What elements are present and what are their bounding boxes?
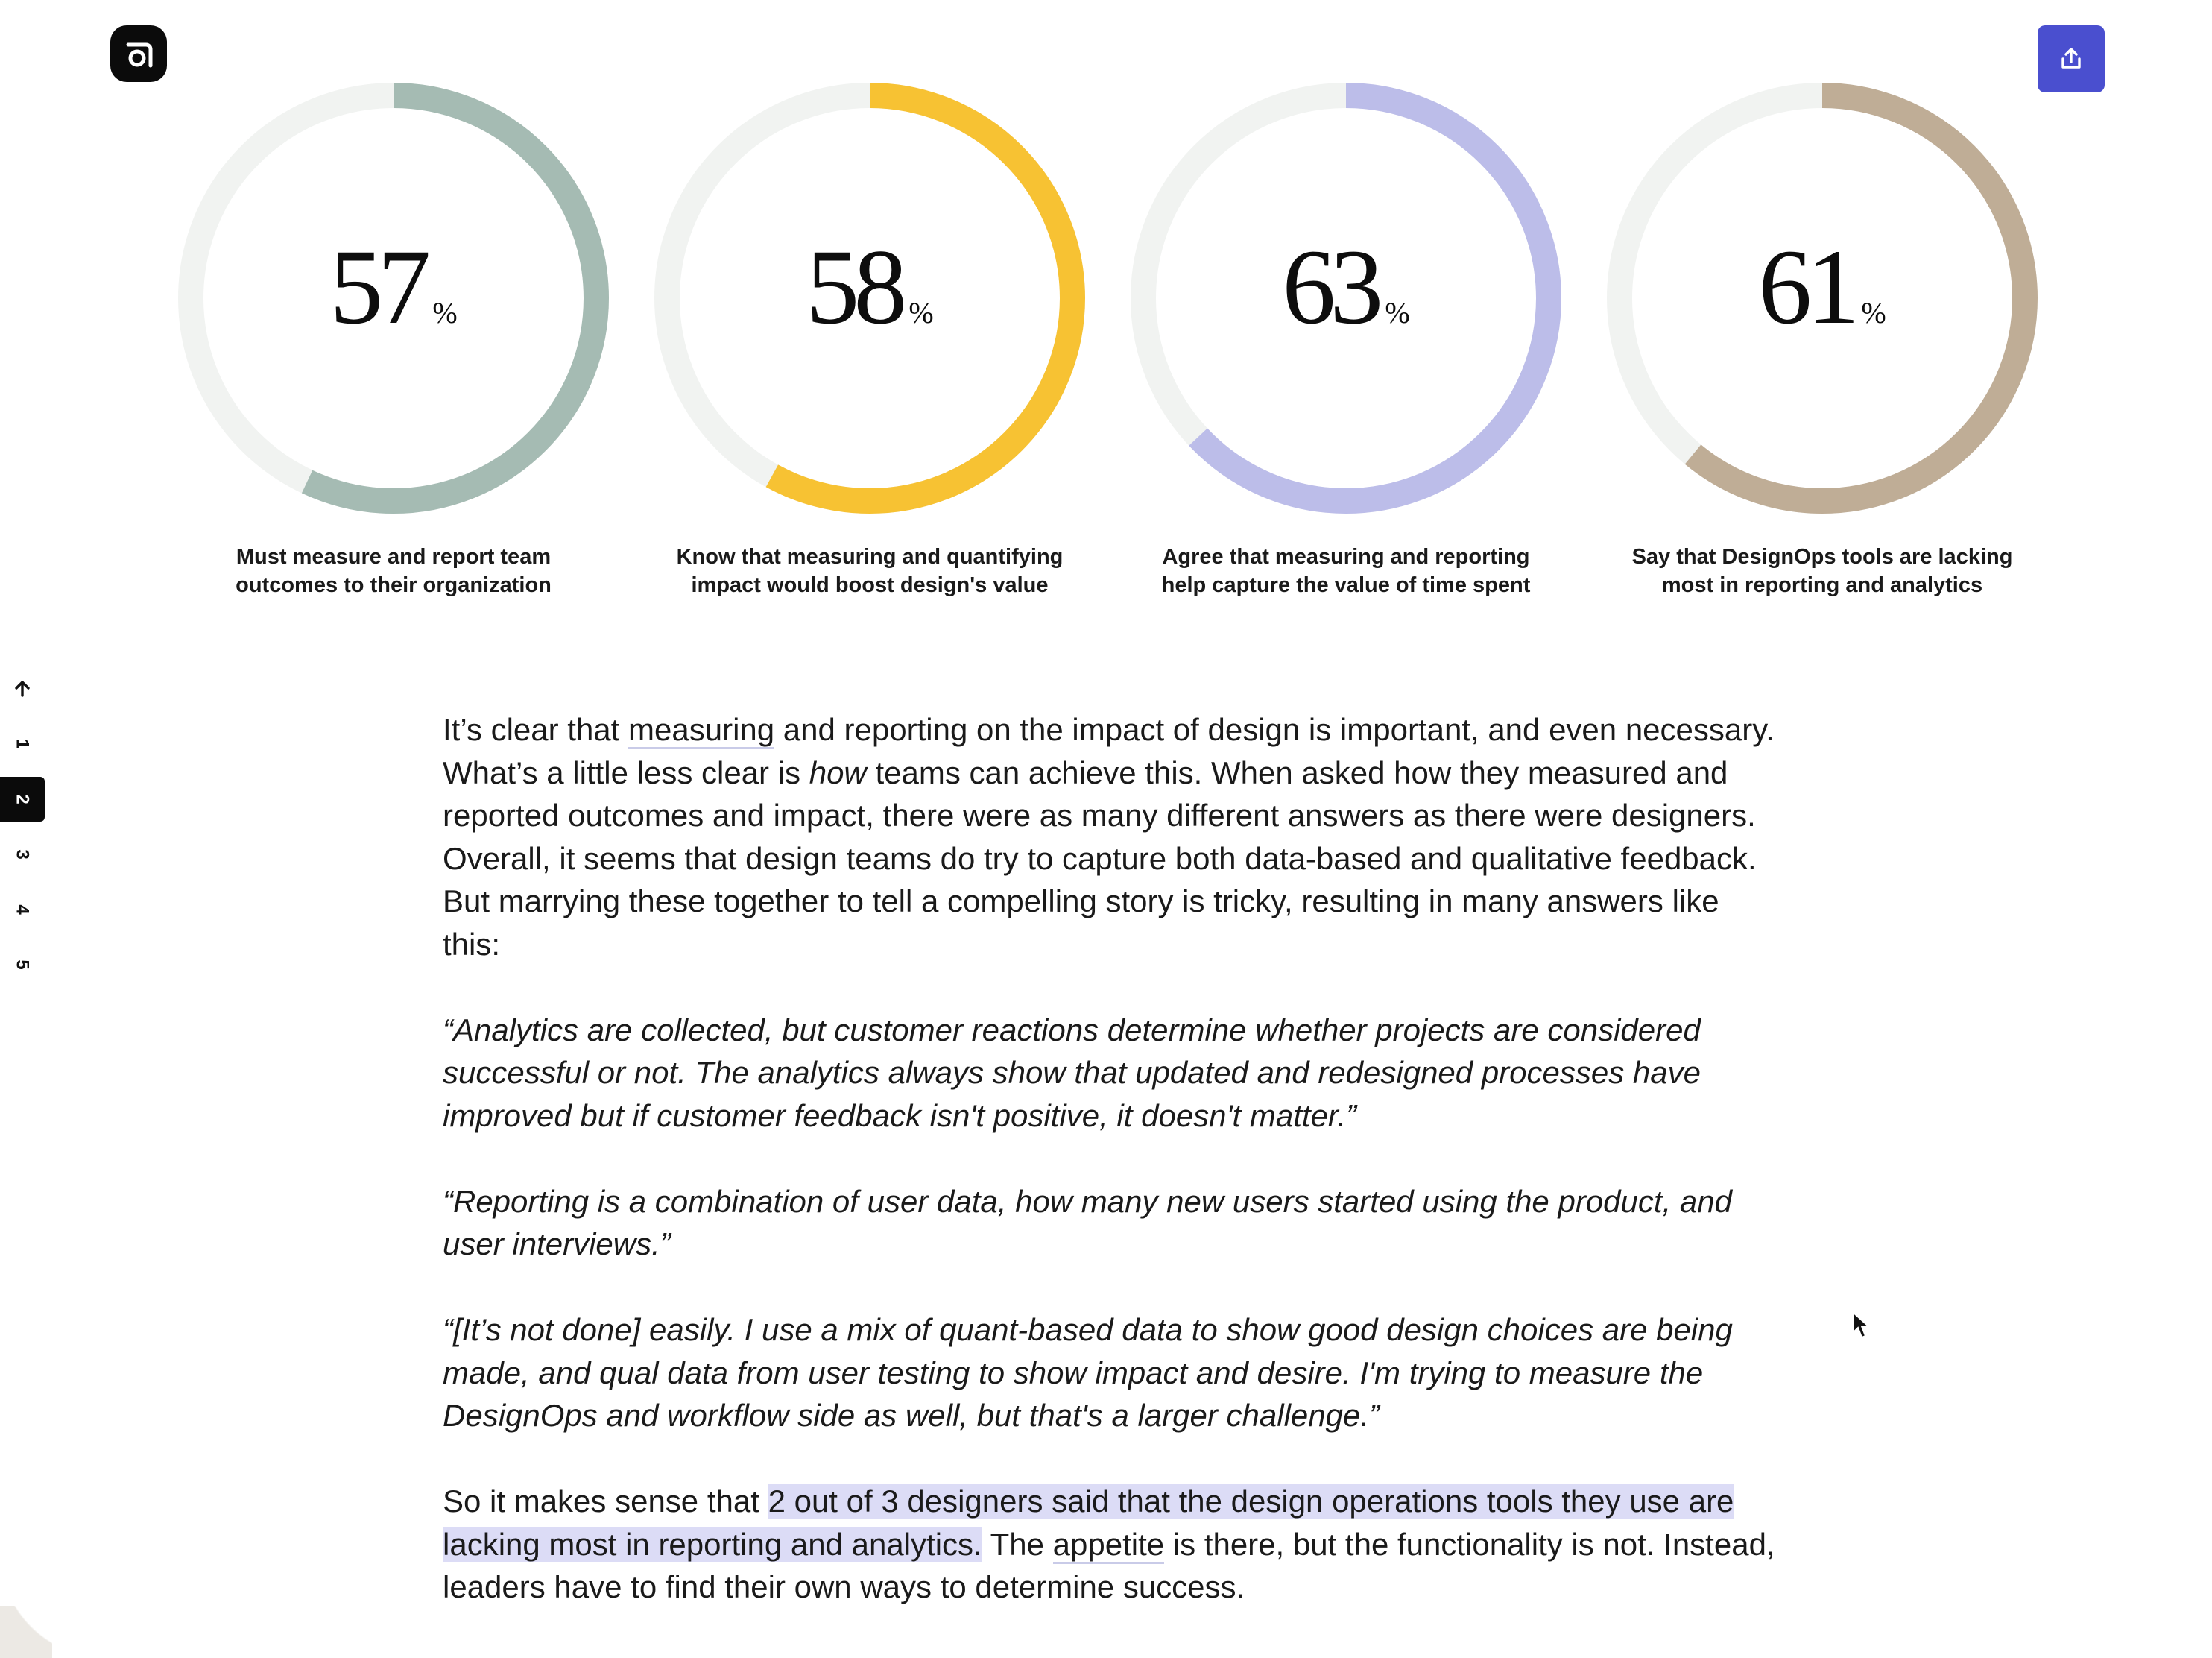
stat-value: 61 <box>1758 228 1854 347</box>
stat-unit: % <box>432 296 458 330</box>
share-upload-icon <box>2058 46 2084 72</box>
nav-item-section-5[interactable] <box>0 942 45 987</box>
highlighted-stat-text[interactable]: 2 out of 3 designers said that the design operations tools they use are lacking most in reporting and analytics. <box>443 1484 1734 1562</box>
stat-card <box>1599 75 2046 597</box>
nav-item-section-2[interactable] <box>0 777 45 822</box>
stat-caption: Must measure and report team outcomes to their organization <box>236 545 552 597</box>
nav-item-section-3[interactable] <box>0 832 45 877</box>
stat-caption: Agree that measuring and reporting help capture the value of time spent <box>1161 545 1531 597</box>
nav-item-label: 3 <box>12 849 33 860</box>
nav-item-section-4[interactable] <box>0 887 45 932</box>
nav-item-label: 1 <box>12 739 33 749</box>
paragraph: It’s clear that measuring and reporting on the impact of design is important, and even necessary. What’s a little less clear is how teams can achieve this. When asked how they measured and reported outcomes and impact, there were as many different answers as there were designers. Overall, it seems that design teams do try to capture both data-based and qualitative feedback. But marrying these together to tell a compelling story is tricky, resulting in many answers like this: <box>443 712 1775 962</box>
stat-card <box>646 75 1093 597</box>
stat-unit: % <box>908 296 934 330</box>
scroll-top-button[interactable] <box>0 666 45 711</box>
quote-2: “Reporting is a combination of user data, how many new users started using the product, and user interviews.” <box>443 1183 1732 1261</box>
stat-unit: % <box>1861 296 1886 330</box>
quote-3: “[It’s not done] easily. I use a mix of quant-based data to show good design choices are being made, and qual data from user testing to show impact and desire. I'm trying to measure the DesignOps and workflow side as well, but that's a larger challenge.” <box>443 1312 1733 1433</box>
brand-logo[interactable] <box>110 25 167 82</box>
arrow-up-icon <box>13 679 32 699</box>
mouse-pointer-icon <box>1851 1311 1871 1340</box>
logo-icon <box>121 36 157 72</box>
stat-value: 63 <box>1282 228 1378 347</box>
stat-unit: % <box>1385 296 1410 330</box>
stat-card <box>1122 75 1570 597</box>
glossary-link-measuring[interactable]: measuring <box>628 712 774 749</box>
paragraph: So it makes sense that 2 out of 3 designers said that the design operations tools they use are lacking most in reporting and analytics. The appetite is there, but the functionality is not. Instead, leaders have to find their own ways to determine success. <box>443 1484 1775 1604</box>
section-nav <box>0 666 45 997</box>
nav-item-label: 5 <box>12 959 33 970</box>
window-corner <box>0 1606 52 1658</box>
nav-item-section-1[interactable] <box>0 722 45 766</box>
share-button[interactable] <box>2038 25 2105 92</box>
quote-1: “Analytics are collected, but customer reactions determine whether projects are considered successful or not. The analytics always show that updated and redesigned processes have improved but if customer feedback isn't positive, it doesn't matter.” <box>443 1012 1701 1133</box>
nav-item-label: 4 <box>12 904 33 915</box>
nav-item-label: 2 <box>12 794 33 804</box>
stat-card <box>170 75 617 597</box>
glossary-link-appetite[interactable]: appetite <box>1053 1527 1164 1564</box>
stat-caption: Know that measuring and quantifying impact would boost design's value <box>676 545 1064 597</box>
stat-caption: Say that DesignOps tools are lacking most in reporting and analytics <box>1631 545 2013 597</box>
stat-value: 57 <box>329 228 426 347</box>
stat-value: 58 <box>806 228 902 347</box>
article-body <box>443 708 1784 1651</box>
